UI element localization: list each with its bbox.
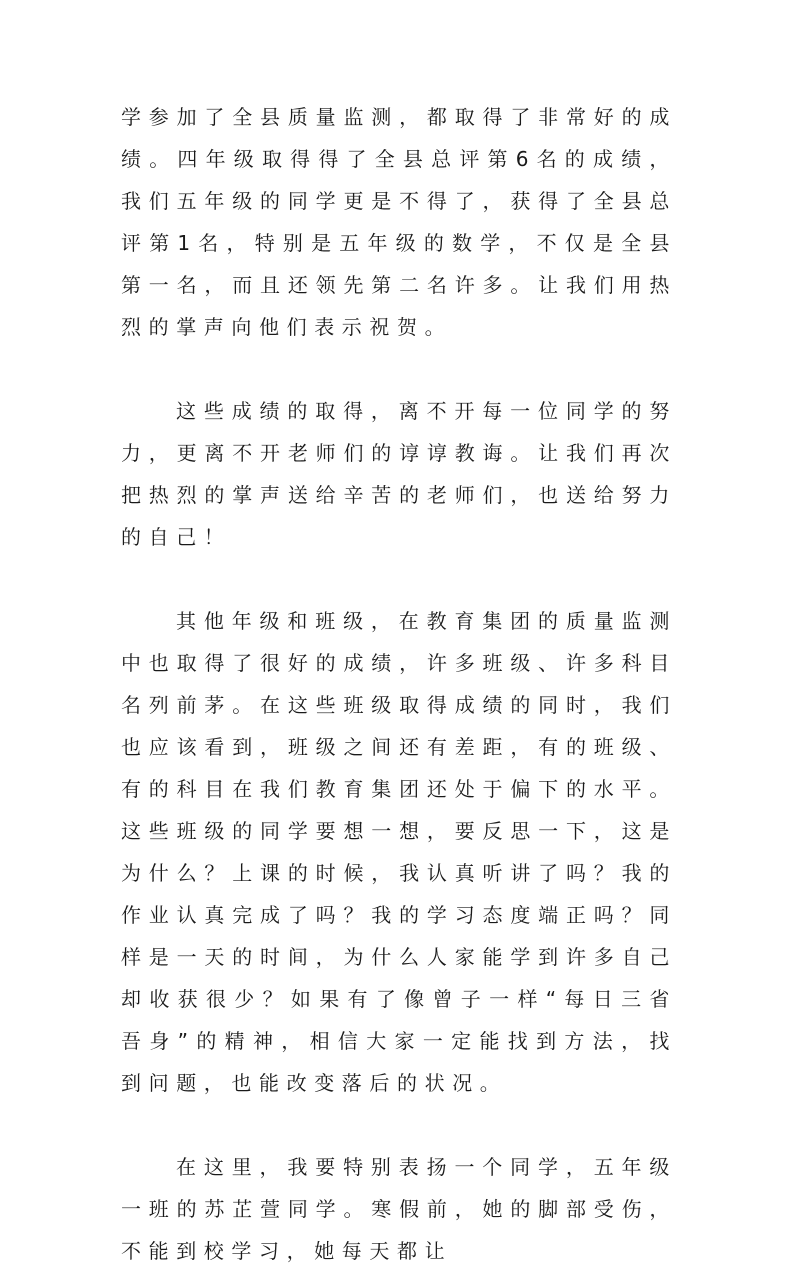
paragraph-other-classes: 其他年级和班级，在教育集团的质量监测中也取得了很好的成绩，许多班级、许多科目名列前茅。在这些班级取得成绩的同时，我们也应该看到，班级之间还有差距，有的班级、有的科目在我们教育集团还处于偏下的水平。这些班级的同学要想一想，要反思一下，这是为什么？上课的时候，我认真听讲了吗？我的作业认真完成了吗？我的学习态度端正吗？同样是一天的时间，为什么人家能学到许多自己却收获很少？如果有了像曾子一样“每日三省吾身”的精神，相信大家一定能找到方法，找到问题，也能改变落后的状况。 [121, 609, 677, 1095]
paragraph-praise-student: 在这里，我要特别表扬一个同学，五年级一班的苏芷萱同学。寒假前，她的脚部受伤，不能到校学习，她每天都让 [121, 1155, 677, 1263]
paragraph-thanks-teachers: 这些成绩的取得，离不开每一位同学的努力，更离不开老师们的谆谆教诲。让我们再次把热烈的掌声送给辛苦的老师们，也送给努力的自己！ [121, 399, 677, 549]
document-page [121, 96, 677, 1272]
paragraph-congratulations: 学参加了全县质量监测，都取得了非常好的成绩。四年级取得得了全县总评第6名的成绩，我们五年级的同学更是不得了，获得了全县总评第1名，特别是五年级的数学，不仅是全县第一名，而且还领先第二名许多。让我们用热烈的掌声向他们表示祝贺。 [121, 105, 677, 339]
